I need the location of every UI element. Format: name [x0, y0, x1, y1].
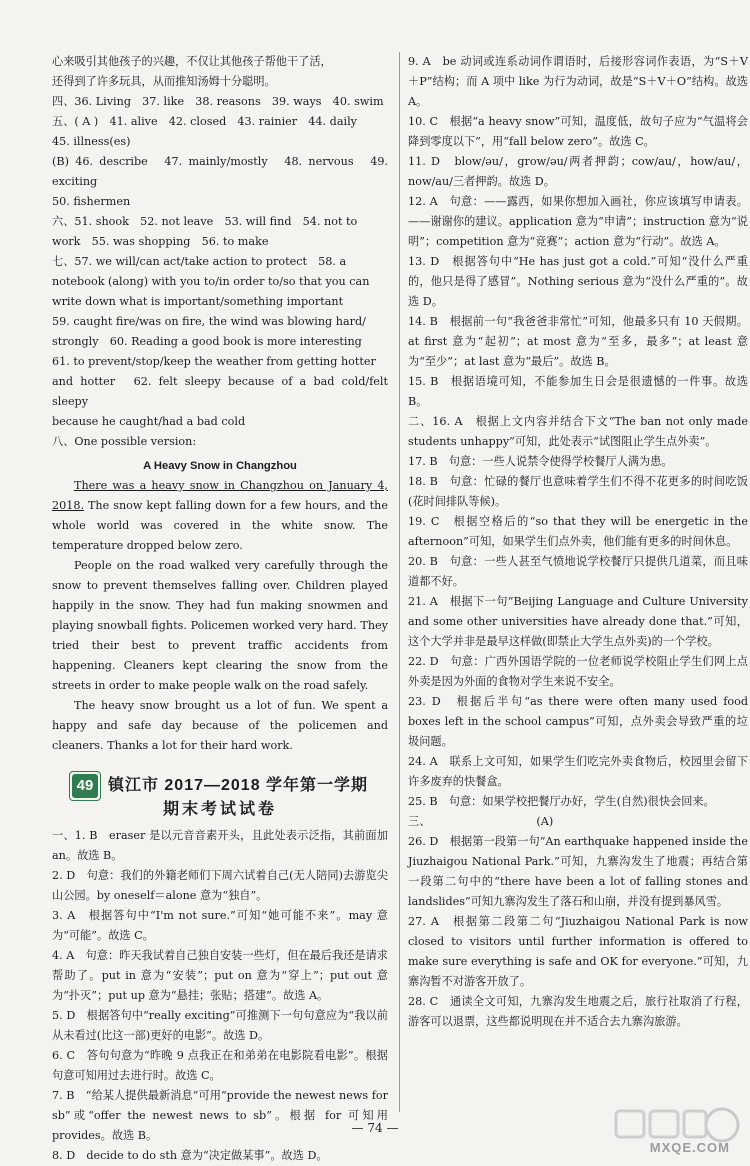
answer-lines-top — [52, 52, 388, 452]
answer-item: 25. B 句意：如果学校把餐厅办好，学生(自然)很快会回来。 — [408, 795, 715, 808]
exam-title: 镇江市 2017—2018 学年第一学期 — [107, 777, 369, 794]
answer-item: 14. B 根据前一句“我爸爸非常忙”可知，他最多只有 10 天假期。at first 意为“起初”；at most 意为“至多，最多”；at least 意为“至少”；at last 意为“最后”。故选 B。 — [408, 315, 748, 368]
text-line: 心来吸引其他孩子的兴趣，不仅让其他孩子帮他干了活， — [52, 55, 332, 68]
text-line: and hotter 62. felt sleepy because of a bad cold/felt sleepy — [52, 375, 388, 408]
answer-item: 9. A be 动词或连系动词作谓语时，后接形容词作表语，为“S＋V＋P”结构；而 A 项中 like 为行为动词，故是“S＋V＋O”结构。故选 A。 — [408, 55, 748, 108]
answer-item: 一、1. B eraser 是以元音音素开头，且此处表示泛指，其前面加 an。故选 B。 — [52, 829, 388, 862]
text-line: notebook (along) with you to/in order to/so that you can — [52, 275, 370, 288]
answer-item: 二、16. A 根据上文内容并结合下文“The ban not only made students unhappy”可知，此处表示“试图阻止学生点外卖”。 — [408, 415, 748, 448]
left-column — [52, 52, 388, 1166]
answer-item: 2. D 句意：我们的外籍老师们下周六试着自己(无人陪同)去游览尖山公园。by oneself＝alone 意为“独自”。 — [52, 869, 388, 902]
answer-item: 3. A 根据答句中“I'm not sure.”可知“她可能不来”。may 意为“可能”。故选 C。 — [52, 909, 388, 942]
answer-item: 6. C 答句句意为“昨晚 9 点我正在和弟弟在电影院看电影”。根据句意可知用过去进行时。故选 C。 — [52, 1049, 388, 1082]
text-line: strongly 60. Reading a good book is more interesting — [52, 335, 362, 348]
answer-item: 24. A 联系上文可知，如果学生们吃完外卖食物后，校园里会留下许多废弃的快餐盒。 — [408, 755, 748, 788]
answer-item: 7. B “给某人提供最新消息”可用“provide the newest news for sb”或“offer the newest news to sb”。根据 for 可知用 provides。故选 B。 — [52, 1089, 388, 1142]
answer-item: 22. D 句意：广西外国语学院的一位老师说学校阻止学生们网上点外卖是因为外面的食物对学生来说不安全。 — [408, 655, 748, 688]
exam-heading — [52, 774, 388, 798]
essay-paragraph: People on the road walked very carefully through the snow to prevent themselves falling over. Children played happily in the snow. They had fun making snowmen and playing snowball fights. Policemen worked very hard. They tried their best to prevent traffic accidents from happening. Cleaners kept clearing the snow from the streets in order to make people walk on the road safely. — [52, 559, 388, 692]
answer-item: 8. D decide to do sth 意为“决定做某事”。故选 D。 — [52, 1149, 328, 1162]
text-line: 45. illness(es) — [52, 135, 131, 148]
text-line: 50. fishermen — [52, 195, 131, 208]
answer-item: 13. D 根据答句中“He has just got a cold.”可知“没什么严重的，他只是得了感冒”。Nothing serious 意为“没什么严重的”。故选 D。 — [408, 255, 748, 308]
text-line: 四、36. Living 37. like 38. reasons 39. ways 40. swim — [52, 95, 384, 108]
section-part: (A) — [536, 815, 554, 828]
answer-item: 18. B 句意：忙碌的餐厅也意味着学生们不得不花更多的时间吃饭(花时间排队等候)。 — [408, 475, 748, 508]
underlined-sentence: There was a heavy snow in Changzhou on January 4, 2018. — [52, 479, 388, 512]
right-column — [408, 52, 748, 1032]
answer-item: 23. D 根据后半句“as there were often many used food boxes left in the school campus”可知，点外卖会导致严重的垃圾问题。 — [408, 695, 748, 748]
text-line: 六、51. shook 52. not leave 53. will find 54. not to — [52, 215, 358, 228]
text-line: 八、One possible version: — [52, 435, 197, 448]
essay-paragraph — [52, 476, 388, 556]
answer-item: 4. A 句意：昨天我试着自己独自安装一些灯，但在最后我还是请求帮助了。put in 意为“安装”；put on 意为“穿上”；put out 意为“扑灭”；put up 意为“悬挂；张贴；搭建”。故选 A。 — [52, 949, 388, 1002]
watermark-text: MXQE.COM — [649, 1140, 730, 1155]
essay-paragraph: The heavy snow brought us a lot of fun. We spent a happy and safe day because of the policemen and cleaners. Thanks a lot for their hard work. — [52, 699, 388, 752]
text-line: 五、( A ) 41. alive 42. closed 43. rainier 44. daily — [52, 115, 357, 128]
answer-item: 19. C 根据空格后的“so that they will be energetic in the afternoon”可知，如果学生们点外卖，他们能有更多的时间休息。 — [408, 515, 748, 548]
section-heading — [408, 812, 748, 832]
column-divider — [399, 52, 400, 1112]
sample-essay — [52, 456, 388, 756]
text-line: write down what is important/something important — [52, 295, 344, 308]
answer-item: 15. B 根据语境可知，不能参加生日会是很遗憾的一件事。故选 B。 — [408, 375, 748, 408]
page-number: — 74 — — [351, 1121, 399, 1135]
answer-item: 21. A 根据下一句“Beijing Language and Culture University and some other universities have already done that.”可知，这个大学并非是最早这样做(即禁止大学生点外卖)的一个学校。 — [408, 595, 748, 648]
text-line: 59. caught fire/was on fire, the wind was blowing hard/ — [52, 315, 366, 328]
text-line: 61. to prevent/stop/keep the weather from getting hotter — [52, 355, 376, 368]
answer-item: 5. D 根据答句中“really exciting”可推测下一句句意应为“我以前从未看过(比这一部)更好的电影”。故选 D。 — [52, 1009, 388, 1042]
answer-item: 11. D blow/əu/，grow/əu/两者押韵；cow/au/，how/au/，now/au/三者押韵。故选 D。 — [408, 155, 748, 188]
text-line: 七、57. we will/can act/take action to protect 58. a — [52, 255, 347, 268]
answer-item: 12. A 句意：——露西，如果你想加入画社，你应该填写申请表。——谢谢你的建议。application 意为“申请”；instruction 意为“说明”；competition 意为“竞赛”；action 意为“行动”。故选 A。 — [408, 195, 748, 248]
essay-text: The snow kept falling down for a few hours, and the whole world was covered in the white snow. The temperature dropped below zero. — [52, 499, 388, 552]
text-line: (B) 46. describe 47. mainly/mostly 48. nervous 49. exciting — [52, 155, 388, 188]
answer-item: 20. B 句意：一些人甚至气愤地说学校餐厅只提供几道菜，而且味道都不好。 — [408, 555, 748, 588]
text-line: because he caught/had a bad cold — [52, 415, 246, 428]
exam-subtitle: 期末考试试卷 — [162, 801, 277, 818]
essay-title: A Heavy Snow in Changzhou — [143, 460, 297, 472]
exam-number-badge: 49 — [72, 774, 98, 798]
text-line: 还得到了许多玩具，从而推知汤姆十分聪明。 — [52, 75, 276, 88]
answer-item: 17. B 句意：一些人说禁令使得学校餐厅人满为患。 — [408, 455, 673, 468]
answer-item: 26. D 根据第一段第一句“An earthquake happened inside the Jiuzhaigou National Park.”可知，九寨沟发生了地震；再结合第一段第二句中的“there have been a lot of falling stones and landslides”可知九寨沟发生了落石和山崩，并没有提到暴风雪。 — [408, 835, 748, 908]
answer-item: 28. C 通读全文可知，九寨沟发生地震之后，旅行社取消了行程，游客可以退票，这些都说明现在并不适合去九寨沟旅游。 — [408, 995, 748, 1028]
answer-item: 10. C 根据“a heavy snow”可知，温度低，故句子应为“气温将会降到零度以下”，用“fall below zero”。故选 C。 — [408, 115, 748, 148]
answer-item: 27. A 根据第二段第二句“Jiuzhaigou National Park is now closed to visitors until further information is offered to make sure everything is safe and OK for everyone.”可知，九寨沟暂不对游客开放了。 — [408, 915, 748, 988]
section-label: 三、 — [408, 815, 431, 828]
answer-list-left — [52, 826, 388, 1166]
text-line: work 55. was shopping 56. to make — [52, 235, 269, 248]
